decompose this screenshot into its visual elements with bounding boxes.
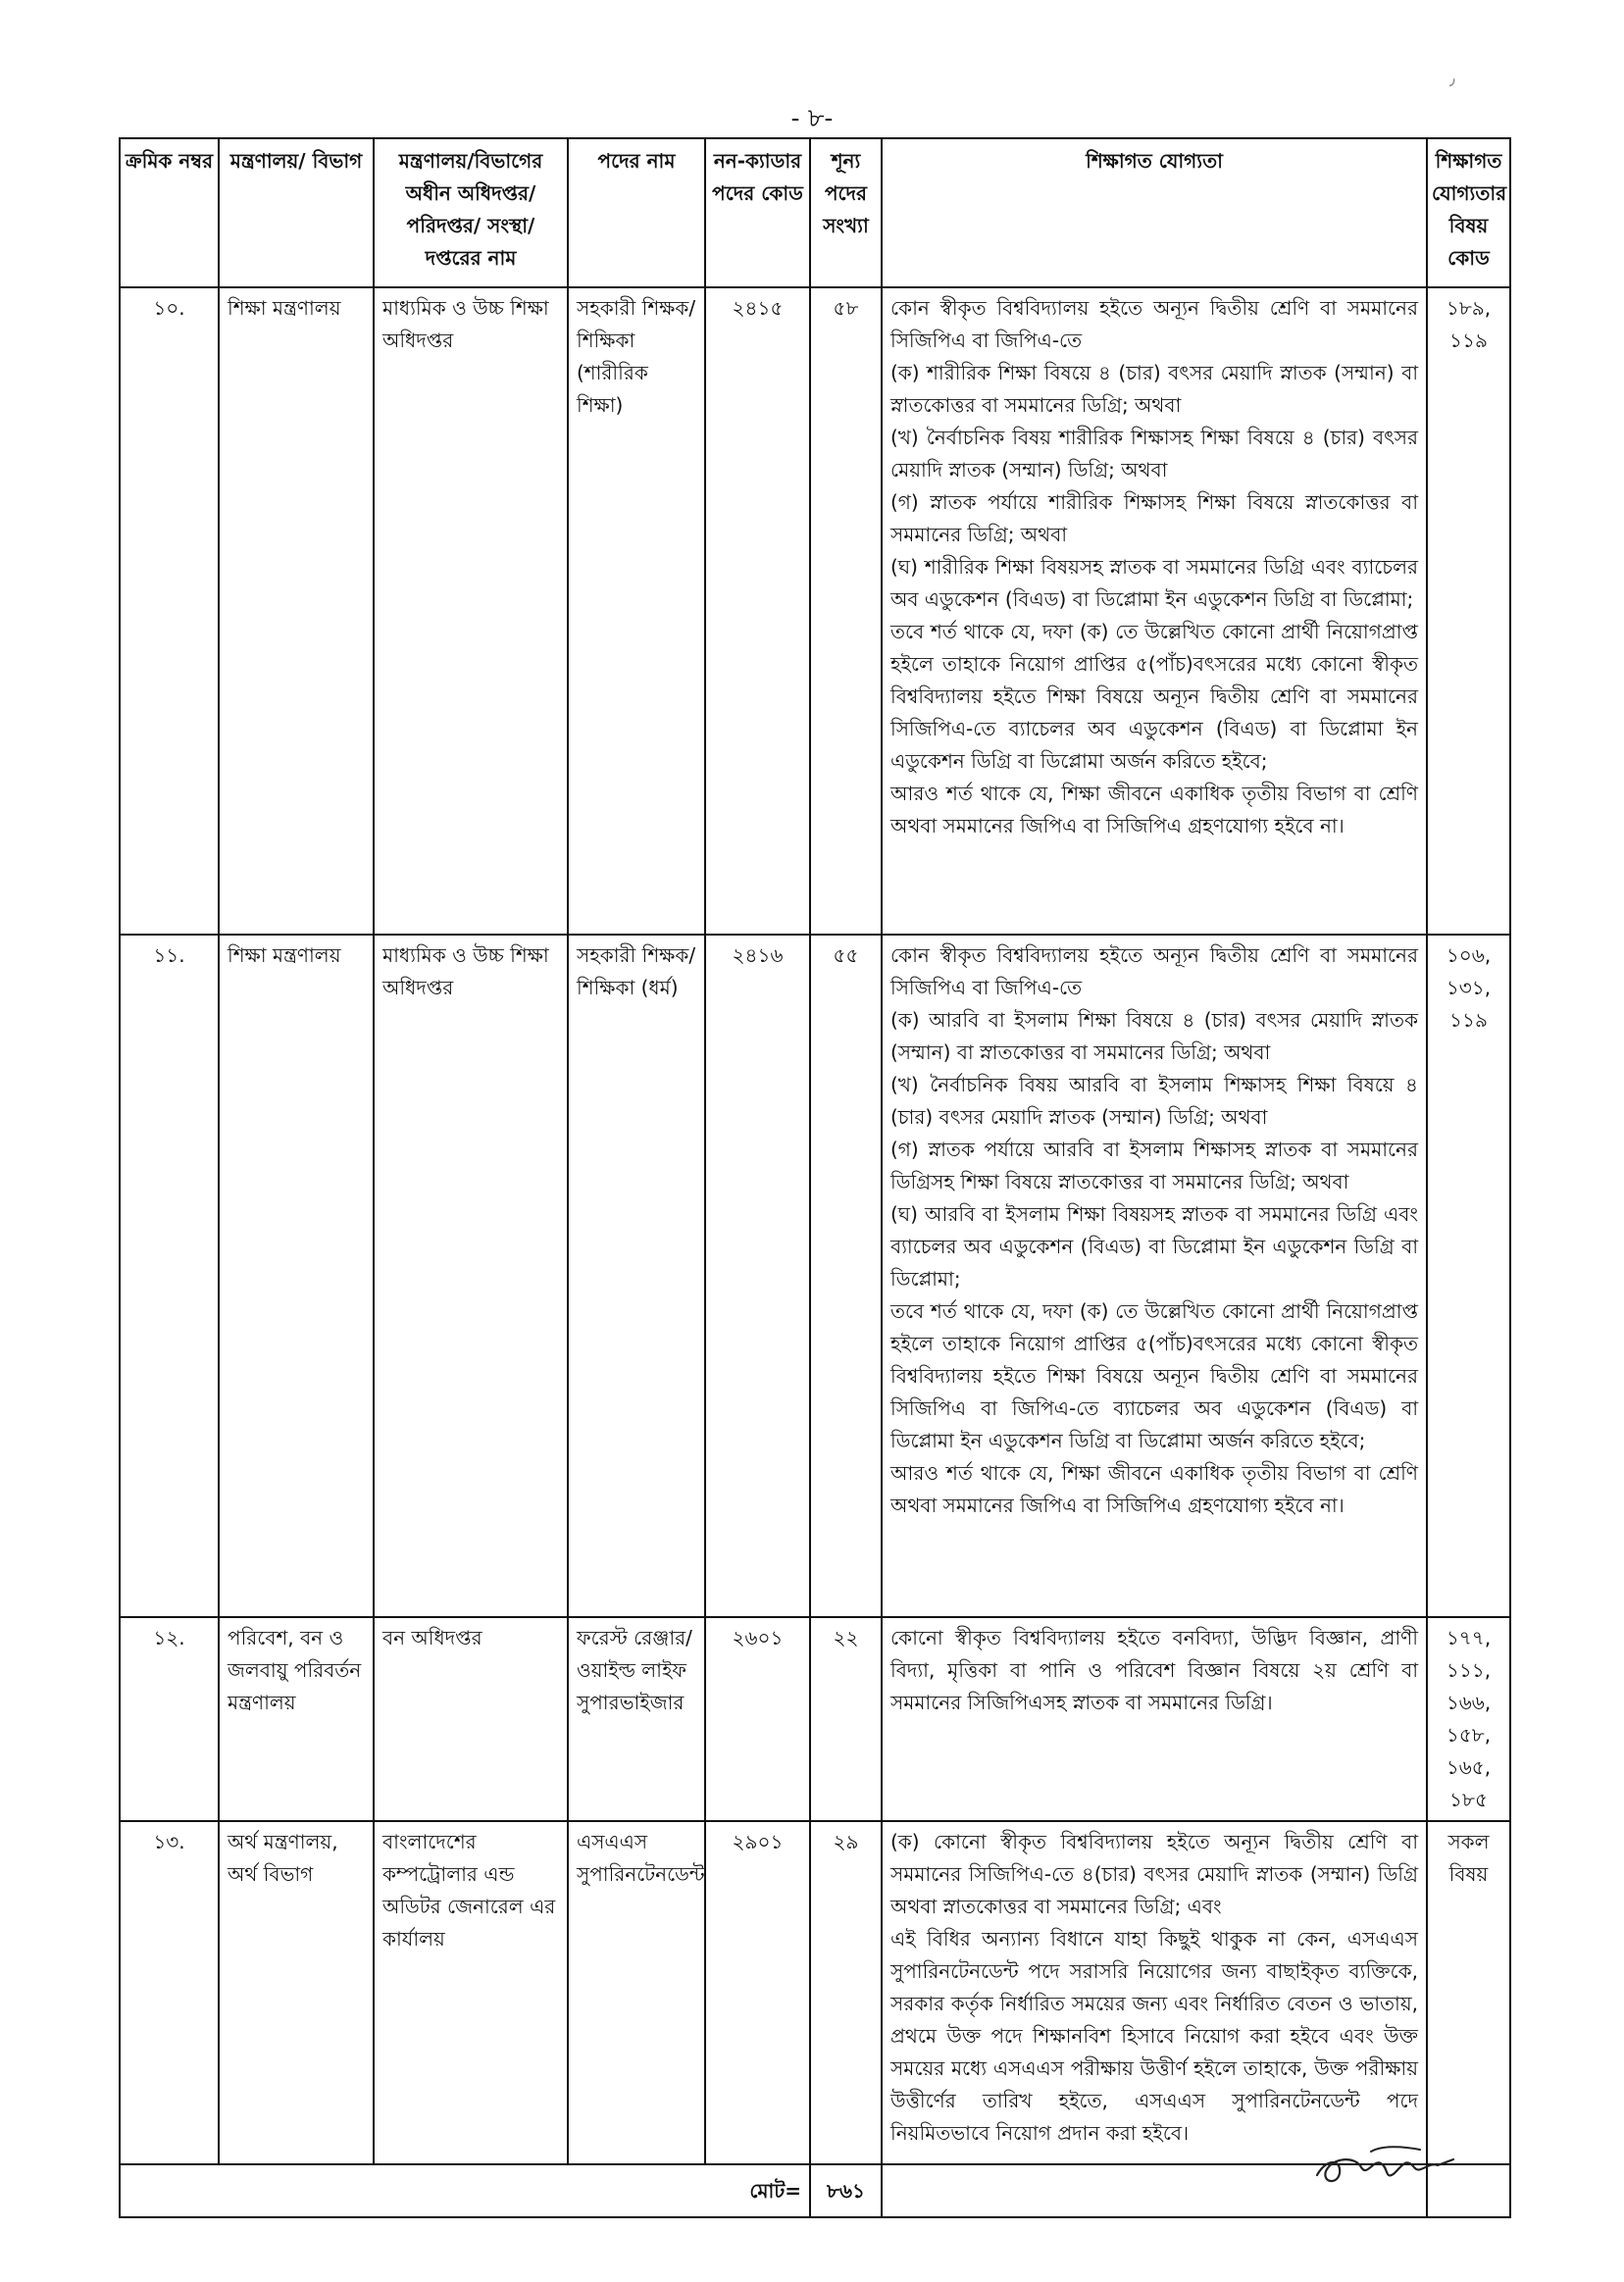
serial-cell: ১২. (120, 1617, 219, 1821)
vacancies-cell: ২৯ (810, 1821, 882, 2164)
qualification-cell (882, 935, 1427, 1617)
qualification-line: তবে শর্ত থাকে যে, দফা (ক) তে উল্লেখিত কোনো প্রার্থী নিয়োগপ্রাপ্ত হইলে তাহাকে নিয়োগ প্রাপ্তির ৫(পাঁচ)বৎসরের মধ্যে কোনো স্বীকৃত বিশ্ববিদ্যালয় হইতে শিক্ষা বিষয়ে অন্যূন দ্বিতীয় শ্রেণি বা সমমানের সিজিপিএ-তে ব্যাচেলর অব এডুকেশন (বিএড) বা ডিপ্লোমা ইন এডুকেশন ডিগ্রি বা ডিপ্লোমা অর্জন করিতে হইবে; (890, 620, 1418, 773)
table-row (120, 287, 1510, 935)
qualification-line: (ক) আরবি বা ইসলাম শিক্ষা বিষয়ে ৪ (চার) বৎসর মেয়াদি স্নাতক (সম্মান) বা স্নাতকোত্তর বা সমমানের ডিগ্রি; অথবা (890, 1008, 1418, 1064)
page-number: - ৮- (790, 104, 834, 133)
code-cell: ২৯০১ (705, 1821, 810, 2164)
ministry-cell: শিক্ষা মন্ত্রণালয় (219, 935, 374, 1617)
qualification-line: এই বিধির অন্যান্য বিধানে যাহা কিছুই থাকুক না কেন, এসএএস সুপারিনটেনডেন্ট পদে সরাসরি নিয়োগের জন্য বাছাইকৃত ব্যক্তিকে, সরকার কর্তৃক নির্ধারিত সময়ের জন্য এবং নির্ধারিত বেতন ও ভাতায়, প্রথমে উক্ত পদে শিক্ষানবিশ হিসাবে নিয়োগ করা হইবে এবং উক্ত সময়ের মধ্যে এসএএস পরীক্ষায় উত্তীর্ণ হইলে তাহাকে, উক্ত পরীক্ষায় উত্তীর্ণের তারিখ হইতে, এসএএস সুপারিনটেনডেন্ট পদে নিয়মিতভাবে নিয়োগ প্রদান করা হইবে। (890, 1927, 1418, 2145)
corner-mark: ٫ (1449, 69, 1455, 89)
qualification-line: (খ) নৈর্বাচনিক বিষয় আরবি বা ইসলাম শিক্ষাসহ শিক্ষা বিষয়ে ৪ (চার) বৎসর মেয়াদি স্নাতক (সম্মান) ডিগ্রি; অথবা (890, 1073, 1418, 1129)
qualification-line: (ঘ) শারীরিক শিক্ষা বিষয়সহ স্নাতক বা সমমানের ডিগ্রি এবং ব্যাচেলর অব এডুকেশন (বিএড) বা ডিপ্লোমা ইন এডুকেশন ডিগ্রি বা ডিপ্লোমা; (890, 555, 1418, 611)
qualification-line: কোন স্বীকৃত বিশ্ববিদ্যালয় হইতে অন্যূন দ্বিতীয় শ্রেণি বা সমমানের সিজিপিএ বা জিপিএ-তে (890, 943, 1418, 999)
header-subject-codes: শিক্ষাগত যোগ্যতার বিষয় কোড (1427, 138, 1510, 287)
serial-cell: ১১. (120, 935, 219, 1617)
subject-codes-cell: ১০৬, ১৩১, ১১৯ (1427, 935, 1510, 1617)
qualification-line: কোনো স্বীকৃত বিশ্ববিদ্যালয় হইতে বনবিদ্যা, উদ্ভিদ বিজ্ঞান, প্রাণী বিদ্যা, মৃত্তিকা বা পানি ও পরিবেশ বিজ্ঞান বিষয়ে ২য় শ্রেণি বা সমমানের সিজিপিএসহ স্নাতক বা সমমানের ডিগ্রি। (890, 1626, 1418, 1714)
header-qualification: শিক্ষাগত যোগ্যতা (882, 138, 1427, 287)
vacancies-cell: ২২ (810, 1617, 882, 1821)
qualification-line: (খ) নৈর্বাচনিক বিষয় শারীরিক শিক্ষাসহ শিক্ষা বিষয়ে ৪ (চার) বৎসর মেয়াদি স্নাতক (সম্মান) ডিগ্রি; অথবা (890, 426, 1418, 482)
ministry-cell: শিক্ষা মন্ত্রণালয় (219, 287, 374, 935)
qualification-line: আরও শর্ত থাকে যে, শিক্ষা জীবনে একাধিক তৃতীয় বিভাগ বা শ্রেণি অথবা সমমানের জিপিএ বা সিজিপিএ গ্রহণযোগ্য হইবে না। (890, 782, 1418, 837)
header-post: পদের নাম (568, 138, 705, 287)
vacancy-table (119, 137, 1511, 2218)
qualification-cell (882, 1821, 1427, 2164)
vacancies-cell: ৫৫ (810, 935, 882, 1617)
table-row (120, 1617, 1510, 1821)
vacancies-cell: ৫৮ (810, 287, 882, 935)
qualification-cell (882, 287, 1427, 935)
table-row (120, 935, 1510, 1617)
department-cell: মাধ্যমিক ও উচ্চ শিক্ষা অধিদপ্তর (374, 935, 568, 1617)
post-cell: সহকারী শিক্ষক/ শিক্ষিকা (শারীরিক শিক্ষা) (568, 287, 705, 935)
qualification-line: আরও শর্ত থাকে যে, শিক্ষা জীবনে একাধিক তৃতীয় বিভাগ বা শ্রেণি অথবা সমমানের জিপিএ বা সিজিপিএ গ্রহণযোগ্য হইবে না। (890, 1461, 1418, 1517)
total-label: মোট= (120, 2164, 810, 2217)
subject-codes-cell: ১৭৭, ১১১, ১৬৬, ১৫৮, ১৬৫, ১৮৫ (1427, 1617, 1510, 1821)
table-row (120, 1821, 1510, 2164)
department-cell: বন অধিদপ্তর (374, 1617, 568, 1821)
total-row (120, 2164, 1510, 2217)
total-value: ৮৬১ (810, 2164, 882, 2217)
signature (1312, 2138, 1459, 2197)
qualification-line: (ক) কোনো স্বীকৃত বিশ্ববিদ্যালয় হইতে অন্যূন দ্বিতীয় শ্রেণি বা সমমানের সিজিপিএ-তে ৪(চার) বৎসর মেয়াদি স্নাতক (সম্মান) ডিগ্রি অথবা স্নাতকোত্তর বা সমমানের ডিগ্রি; এবং (890, 1830, 1418, 1918)
header-vacancies: শূন্য পদের সংখ্যা (810, 138, 882, 287)
department-cell: মাধ্যমিক ও উচ্চ শিক্ষা অধিদপ্তর (374, 287, 568, 935)
post-cell: এসএএস সুপারিনটেনডেন্ট (568, 1821, 705, 2164)
department-cell: বাংলাদেশের কম্পট্রোলার এন্ড অডিটর জেনারেল এর কার্যালয় (374, 1821, 568, 2164)
qualification-line: (ক) শারীরিক শিক্ষা বিষয়ে ৪ (চার) বৎসর মেয়াদি স্নাতক (সম্মান) বা স্নাতকোত্তর বা সমমানের ডিগ্রি; অথবা (890, 361, 1418, 417)
post-cell: ফরেস্ট রেঞ্জার/ ওয়াইল্ড লাইফ সুপারভাইজার (568, 1617, 705, 1821)
qualification-line: (গ) স্নাতক পর্যায়ে শারীরিক শিক্ষাসহ শিক্ষা বিষয়ে স্নাতকোত্তর বা সমমানের ডিগ্রি; অথবা (890, 490, 1418, 546)
ministry-cell: পরিবেশ, বন ও জলবায়ু পরিবর্তন মন্ত্রণালয় (219, 1617, 374, 1821)
header-serial: ক্রমিক নম্বর (120, 138, 219, 287)
header-row (120, 138, 1510, 287)
qualification-line: তবে শর্ত থাকে যে, দফা (ক) তে উল্লেখিত কোনো প্রার্থী নিয়োগপ্রাপ্ত হইলে তাহাকে নিয়োগ প্রাপ্তির ৫(পাঁচ)বৎসরের মধ্যে কোনো স্বীকৃত বিশ্ববিদ্যালয় হইতে শিক্ষা বিষয়ে অন্যূন দ্বিতীয় শ্রেণি বা সমমানের সিজিপিএ বা জিপিএ-তে ব্যাচেলর অব এডুকেশন (বিএড) বা ডিপ্লোমা ইন এডুকেশন ডিগ্রি বা ডিপ্লোমা অর্জন করিতে হইবে; (890, 1299, 1418, 1452)
serial-cell: ১০. (120, 287, 219, 935)
header-ministry: মন্ত্রণালয়/ বিভাগ (219, 138, 374, 287)
qualification-line: (গ) স্নাতক পর্যায়ে আরবি বা ইসলাম শিক্ষাসহ স্নাতক বা সমমানের ডিগ্রিসহ শিক্ষা বিষয়ে স্নাতকোত্তর বা সমমানের ডিগ্রি; অথবা (890, 1138, 1418, 1193)
qualification-cell (882, 1617, 1427, 1821)
code-cell: ২৪১৬ (705, 935, 810, 1617)
subject-codes-cell: ১৮৯, ১১৯ (1427, 287, 1510, 935)
header-code: নন-ক্যাডার পদের কোড (705, 138, 810, 287)
header-department: মন্ত্রণালয়/বিভাগের অধীন অধিদপ্তর/ পরিদপ্তর/ সংস্থা/ দপ্তরের নাম (374, 138, 568, 287)
ministry-cell: অর্থ মন্ত্রণালয়, অর্থ বিভাগ (219, 1821, 374, 2164)
qualification-line: কোন স্বীকৃত বিশ্ববিদ্যালয় হইতে অন্যূন দ্বিতীয় শ্রেণি বা সমমানের সিজিপিএ বা জিপিএ-তে (890, 296, 1418, 352)
subject-codes-cell: সকল বিষয় (1427, 1821, 1510, 2164)
serial-cell: ১৩. (120, 1821, 219, 2164)
qualification-line: (ঘ) আরবি বা ইসলাম শিক্ষা বিষয়সহ স্নাতক বা সমমানের ডিগ্রি এবং ব্যাচেলর অব এডুকেশন (বিএড) বা ডিপ্লোমা ইন এডুকেশন ডিগ্রি বা ডিপ্লোমা; (890, 1202, 1418, 1291)
post-cell: সহকারী শিক্ষক/ শিক্ষিকা (ধর্ম) (568, 935, 705, 1617)
code-cell: ২৪১৫ (705, 287, 810, 935)
code-cell: ২৬০১ (705, 1617, 810, 1821)
